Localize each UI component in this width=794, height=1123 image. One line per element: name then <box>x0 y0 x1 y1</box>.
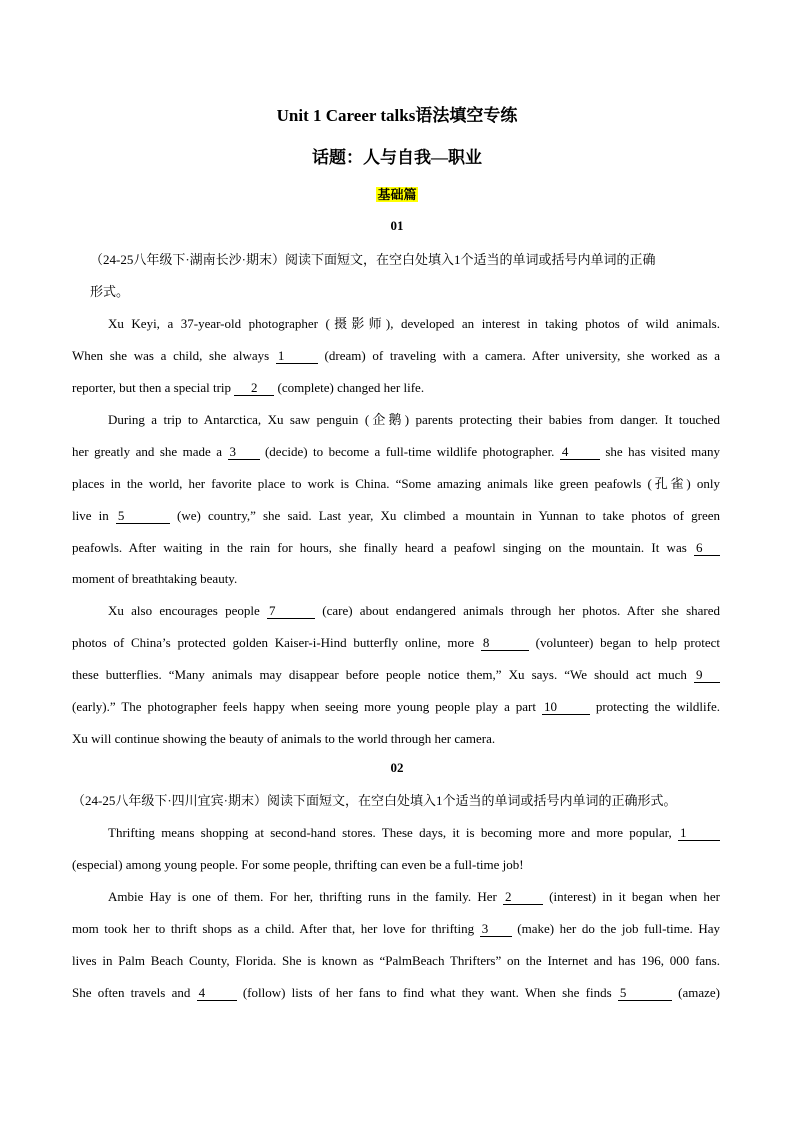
section-1-instruction-cont: 形式。 <box>90 284 130 299</box>
passage-text: (interest) in it began when her <box>542 889 720 904</box>
passage-text: (volunteer) began to help protect <box>528 635 720 650</box>
answer-blank: 5 <box>116 509 170 524</box>
passage-text: protecting the wildlife. <box>589 699 720 714</box>
passage-line <box>108 824 720 842</box>
passage-text: (amaze) <box>671 985 720 1000</box>
passage-text: (especial) among young people. For some people, thrifting can even be a full-time job! <box>72 857 524 872</box>
passage-line <box>72 539 720 557</box>
passage-text: (care) about endangered animals through her photos. After she shared <box>314 603 720 618</box>
passage-text: these butterflies. “Many animals may disappear before people notice them,” Xu says. “We should act much <box>72 667 694 682</box>
passage-line <box>72 952 720 970</box>
passage-line <box>108 888 720 906</box>
passage-line <box>72 475 720 493</box>
level-label <box>0 186 794 204</box>
topic-heading: 话题：人与自我—职业 <box>312 148 482 167</box>
passage-line <box>72 698 720 716</box>
passage-text: live in <box>72 508 116 523</box>
section-1-instruction: （24-25八年级下·湖南长沙·期末）阅读下面短文，在空白处填入1个适当的单词或括号内单词的正确 <box>90 252 656 267</box>
passage-text: lives in Palm Beach County, Florida. She is known as “PalmBeach Thrifters” on the Internet and has 196, 000 fans. <box>72 953 720 968</box>
passage-text: mom took her to thrift shops as a child. After that, her love for thrifting <box>72 921 480 936</box>
passage-line <box>72 507 720 525</box>
page-title: Unit 1 Career talks语法填空专练 <box>276 106 518 125</box>
passage-text: (follow) lists of her fans to find what they want. When she finds <box>236 985 618 1000</box>
passage-text: photos of China’s protected golden Kaiser-i-Hind butterfly online, more <box>72 635 481 650</box>
passage-text: her greatly and she made a <box>72 444 228 459</box>
passage-line <box>72 920 720 938</box>
answer-blank: 3 <box>480 922 512 937</box>
answer-blank: 2 <box>503 890 543 905</box>
passage-text: (make) her do the job full-time. Hay <box>511 921 720 936</box>
passage-text: (decide) to become a full-time wildlife photographer. <box>259 444 560 459</box>
passage-line <box>72 379 424 397</box>
answer-blank: 3 <box>228 445 260 460</box>
passage-text: Xu will continue showing the beauty of animals to the world through her camera. <box>72 731 496 746</box>
section-2-instruction: （24-25八年级下·四川宜宾·期末）阅读下面短文，在空白处填入1个适当的单词或括号内单词的正确形式。 <box>72 793 677 808</box>
passage-text: reporter, but then a special trip <box>72 380 235 395</box>
answer-blank: 5 <box>618 986 672 1001</box>
level-highlight: 基础篇 <box>377 187 417 202</box>
passage-line <box>72 856 524 874</box>
passage-text: During a trip to Antarctica, Xu saw penguin (企鹅) parents protecting their babies from danger. It touched <box>108 412 720 427</box>
answer-blank: 1 <box>276 349 318 364</box>
answer-blank: 8 <box>481 636 529 651</box>
answer-blank: 9 <box>694 668 720 683</box>
passage-text: When she was a child, she always <box>72 348 276 363</box>
passage-text: moment of breathtaking beauty. <box>72 571 238 586</box>
passage-text: (we) country,” she said. Last year, Xu climbed a mountain in Yunnan to take photos of green <box>169 508 720 523</box>
passage-text: peafowls. After waiting in the rain for hours, she finally heard a peafowl singing on the mountain. It was <box>72 540 694 555</box>
passage-line <box>72 634 720 652</box>
passage-text: Xu Keyi, a 37-year-old photographer (摄影师), developed an interest in taking photos of wild animals. <box>108 316 720 331</box>
passage-text: (complete) changed her life. <box>274 380 425 395</box>
passage-text: places in the world, her favorite place to work is China. “Some amazing animals like green peafowls (孔雀) only <box>72 476 720 491</box>
passage-line <box>72 443 720 461</box>
passage-text: Thrifting means shopping at second-hand stores. These days, it is becoming more and more popular, <box>108 825 678 840</box>
passage-line <box>108 315 720 333</box>
section-2-number: 02 <box>390 760 404 775</box>
passage-line <box>72 347 720 365</box>
answer-blank: 6 <box>694 541 720 556</box>
answer-blank: 2 <box>234 381 274 396</box>
passage-line <box>72 666 720 684</box>
passage-text: (dream) of traveling with a camera. After university, she worked as a <box>317 348 720 363</box>
passage-line <box>72 730 495 748</box>
passage-text: Xu also encourages people <box>108 603 267 618</box>
passage-text: She often travels and <box>72 985 197 1000</box>
passage-line <box>108 602 720 620</box>
passage-line <box>108 411 720 429</box>
answer-blank: 4 <box>197 986 237 1001</box>
answer-blank: 1 <box>678 826 720 841</box>
answer-blank: 4 <box>560 445 600 460</box>
answer-blank: 10 <box>542 700 590 715</box>
passage-line <box>72 984 720 1002</box>
answer-blank: 7 <box>267 604 315 619</box>
section-1-number: 01 <box>390 218 404 233</box>
passage-line <box>72 570 237 588</box>
passage-text: (early).” The photographer feels happy when seeing more young people play a part <box>72 699 542 714</box>
passage-text: she has visited many <box>599 444 720 459</box>
passage-text: Ambie Hay is one of them. For her, thrifting runs in the family. Her <box>108 889 503 904</box>
